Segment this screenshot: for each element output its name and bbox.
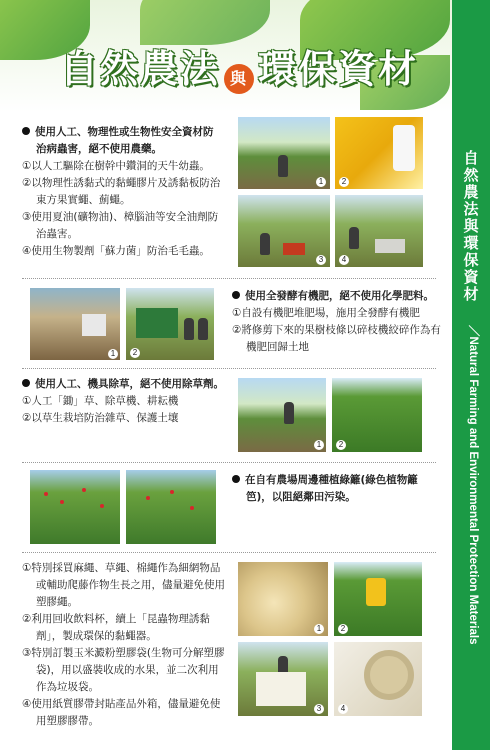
photo-tag: 1: [314, 624, 324, 634]
photo-fly-trap: [334, 562, 422, 636]
photo-tag: 1: [316, 177, 326, 187]
section-heading: 使用人工、物理性或生物性安全資材防治病蟲害，絕不使用農藥。: [22, 124, 222, 158]
photo-compost-2: [126, 288, 214, 360]
header-banner: [0, 0, 452, 112]
title-badge: 與: [224, 64, 254, 94]
side-title-char: 農: [463, 183, 479, 201]
photo-bag: [238, 642, 328, 716]
photo-tag: 1: [314, 440, 324, 450]
list-item: ④使用生物製劑「蘇力菌」防治毛毛蟲。: [22, 245, 210, 257]
divider: [22, 462, 436, 463]
photo-pest-4: [335, 195, 423, 267]
photo-tag: 3: [314, 704, 324, 714]
section-fertilizer: [232, 288, 442, 356]
section-heading: 在自有農場周邊種植綠籬(綠色植物籬笆)，以阻絕鄰田污染。: [232, 472, 440, 506]
photo-rope: [238, 562, 328, 636]
title-part-2: 環保資材: [258, 46, 419, 91]
photo-tag: 2: [338, 624, 348, 634]
page-title: [60, 38, 418, 93]
photo-tag: 1: [108, 349, 118, 359]
photo-tag: 2: [336, 440, 346, 450]
section-pest-control: [22, 124, 222, 260]
section-eco-materials: [22, 560, 227, 730]
section-heading: 使用全發酵有機肥，絕不使用化學肥料。: [232, 288, 442, 305]
side-title-char: 環: [463, 234, 479, 252]
bullet-icon: [22, 379, 30, 387]
side-title-band: [452, 0, 490, 750]
photo-tag: 4: [339, 255, 349, 265]
side-title-char: 法: [463, 200, 479, 218]
photo-pest-2: [335, 117, 423, 189]
side-title-char: 然: [463, 166, 479, 184]
side-title: [452, 149, 490, 645]
side-title-char: 材: [463, 285, 479, 303]
divider: [22, 368, 436, 369]
title-part-1: 自然農法: [60, 46, 221, 91]
photo-tag: 2: [130, 348, 140, 358]
photo-pest-3: [238, 195, 330, 267]
list-item: ①人工「鋤」草、除草機、耕耘機: [22, 395, 179, 407]
list-item: ③特別訂製玉米澱粉塑膠袋(生物可分解塑膠袋)，用以盛裝收成的水果，並二次利用作為垃圾袋。: [22, 647, 225, 693]
divider: [22, 552, 436, 553]
photo-tag: 2: [339, 177, 349, 187]
side-title-char: 與: [463, 217, 479, 235]
photo-weeding-2: [332, 378, 422, 452]
photo-tape: [334, 642, 422, 716]
photo-tag: 4: [338, 704, 348, 714]
photo-weeding-1: [238, 378, 326, 452]
bullet-icon: [22, 127, 30, 135]
list-item: ②將修剪下來的果樹枝條以碎枝機絞碎作為有機肥回歸土地: [232, 324, 441, 353]
side-title-char: 保: [463, 251, 479, 269]
photo-hedge-2: [126, 470, 216, 544]
list-item: ②利用回收飲料杯，續上「昆蟲物理誘黏劑」，製成環保的黏蠅器。: [22, 613, 210, 642]
section-green-hedge: [232, 472, 440, 506]
side-title-char: 資: [463, 268, 479, 286]
list-item: ②以物理性誘黏式的黏蠅膠片及誘黏板防治東方果實蠅、薊蠅。: [22, 177, 221, 206]
list-item: ①特別採買麻繩、草繩、棉繩作為細網物品或輔助爬藤作物生長之用，儘量避免使用塑膠繩。: [22, 562, 225, 608]
section-heading: 使用人工、機具除草，絕不使用除草劑。: [22, 376, 237, 393]
side-title-english: ／Natural Farming and Environmental Protection Materials: [467, 325, 479, 645]
list-item: ②以草生栽培防治雜草、保護土壤: [22, 412, 179, 424]
section-weeding: [22, 376, 237, 427]
divider: [22, 278, 436, 279]
bullet-icon: [232, 475, 240, 483]
side-title-char: 自: [463, 149, 479, 167]
bullet-icon: [232, 291, 240, 299]
photo-compost-1: [30, 288, 120, 360]
photo-hedge-1: [30, 470, 120, 544]
list-item: ④使用紙質膠帶封貼產品外箱，儘量避免使用塑膠膠帶。: [22, 698, 221, 727]
list-item: ①自設有機肥堆肥場，施用全發酵有機肥: [232, 307, 420, 319]
photo-pest-1: [238, 117, 330, 189]
list-item: ③使用夏油(礦物油)、樟腦油等安全油劑防治蟲害。: [22, 211, 219, 240]
photo-tag: 3: [316, 255, 326, 265]
list-item: ①以人工驅除在樹幹中鑽洞的天牛幼蟲。: [22, 160, 210, 172]
